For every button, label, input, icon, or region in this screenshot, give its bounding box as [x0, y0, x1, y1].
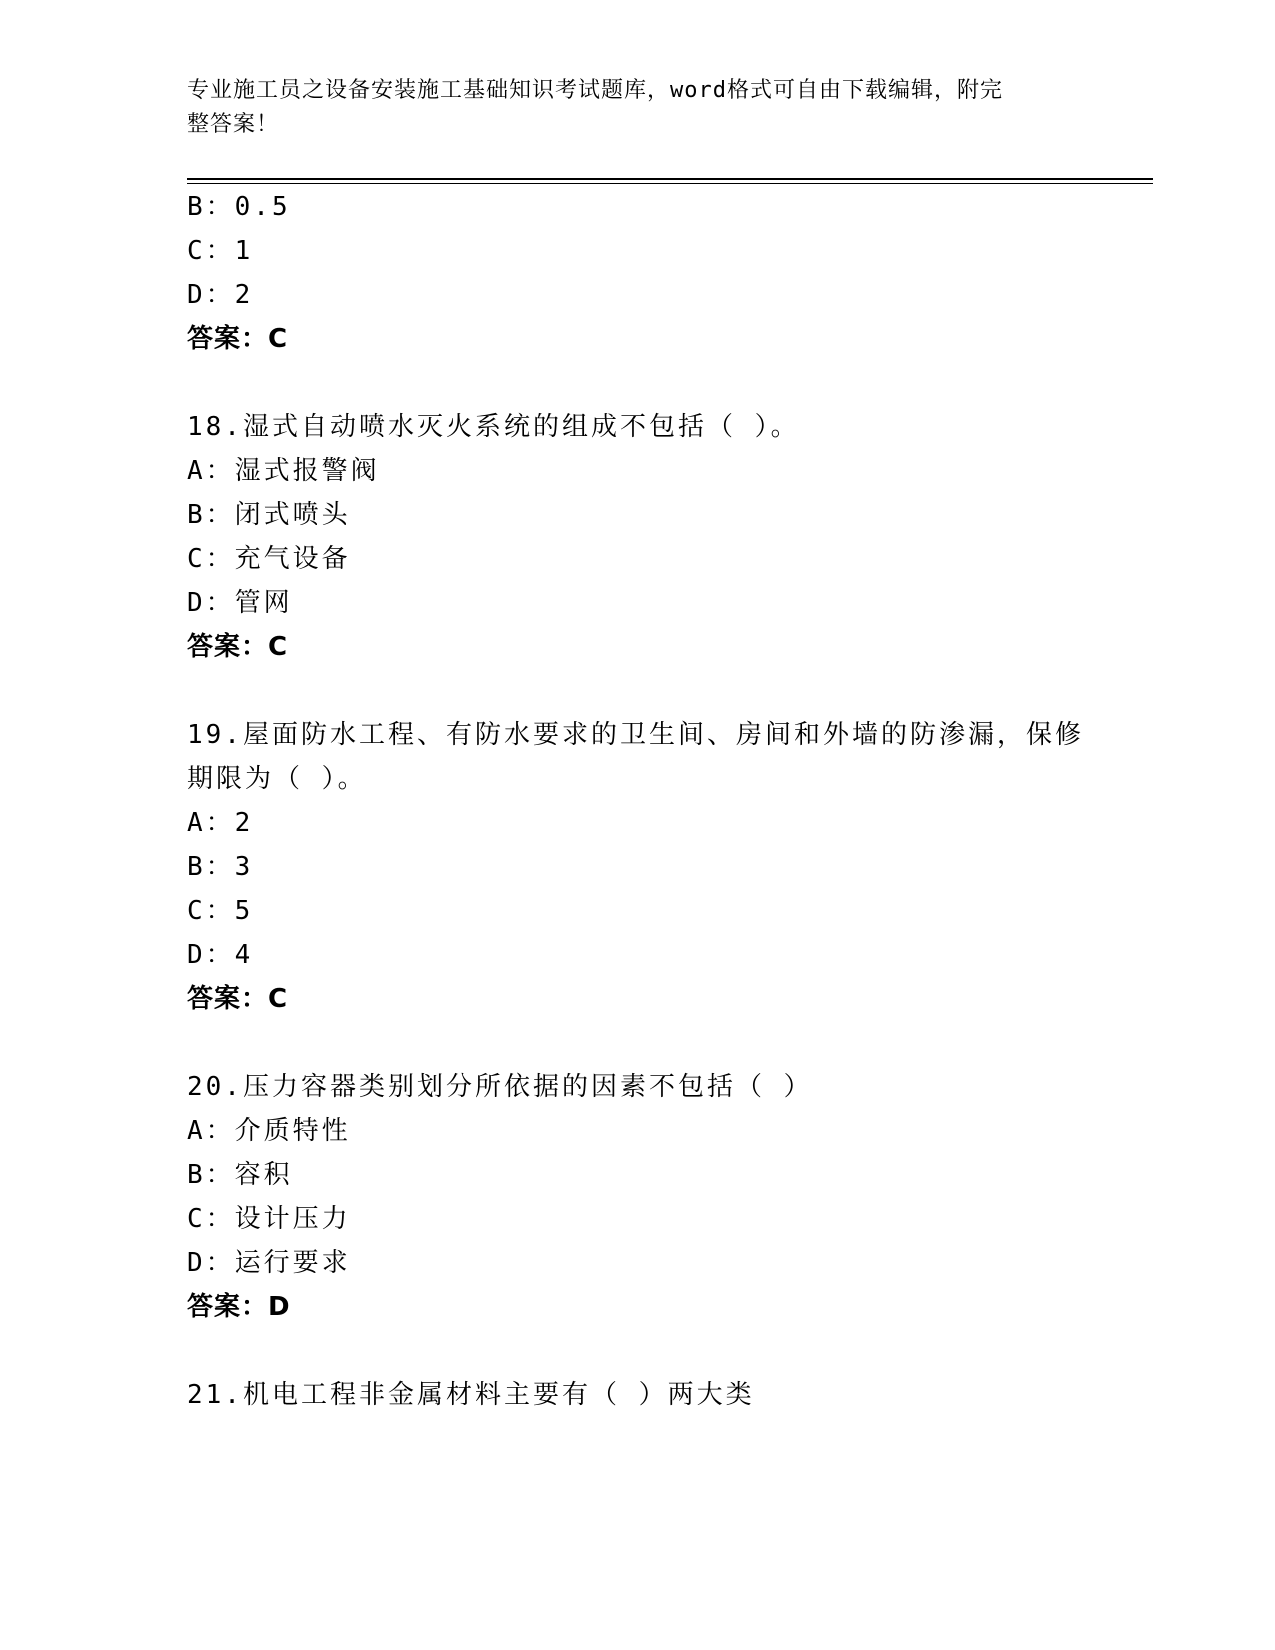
q20-option-b: B：容积 — [187, 1160, 293, 1190]
page-header — [187, 74, 1087, 142]
q17-answer: 答案：C — [187, 324, 289, 354]
q18-option-d: D：管网 — [187, 588, 293, 618]
q19-option-d: D：4 — [187, 940, 254, 970]
header-divider-thin — [187, 183, 1153, 184]
q19-option-a: A：2 — [187, 808, 254, 838]
header-divider-thick — [187, 178, 1153, 180]
q18-question: 18.湿式自动喷水灭火系统的组成不包括（ ）。 — [187, 412, 800, 442]
q19-question-line-2: 期限为（ ）。 — [187, 764, 367, 794]
q18-option-b: B：闭式喷头 — [187, 500, 351, 530]
q19-option-b: B：3 — [187, 852, 254, 882]
q18-option-c: C：充气设备 — [187, 544, 351, 574]
q19-option-c: C：5 — [187, 896, 254, 926]
q17-option-d: D：2 — [187, 280, 254, 310]
q17-option-b: B：0.5 — [187, 192, 291, 222]
q20-option-d: D：运行要求 — [187, 1248, 351, 1278]
q17-option-c: C：1 — [187, 236, 254, 266]
q20-question: 20.压力容器类别划分所依据的因素不包括（ ） — [187, 1072, 813, 1102]
header-line-1: 专业施工员之设备安装施工基础知识考试题库，word格式可自由下载编辑，附完 — [187, 78, 1003, 103]
q20-option-a: A：介质特性 — [187, 1116, 351, 1146]
q21-question: 21.机电工程非金属材料主要有（ ）两大类 — [187, 1380, 755, 1410]
q20-answer: 答案：D — [187, 1292, 291, 1322]
q18-option-a: A：湿式报警阀 — [187, 456, 380, 486]
q18-answer: 答案：C — [187, 632, 289, 662]
q20-option-c: C：设计压力 — [187, 1204, 351, 1234]
q19-answer: 答案：C — [187, 984, 289, 1014]
q19-question-line-1: 19.屋面防水工程、有防水要求的卫生间、房间和外墙的防渗漏，保修 — [187, 720, 1084, 750]
header-line-2: 整答案！ — [187, 112, 280, 137]
